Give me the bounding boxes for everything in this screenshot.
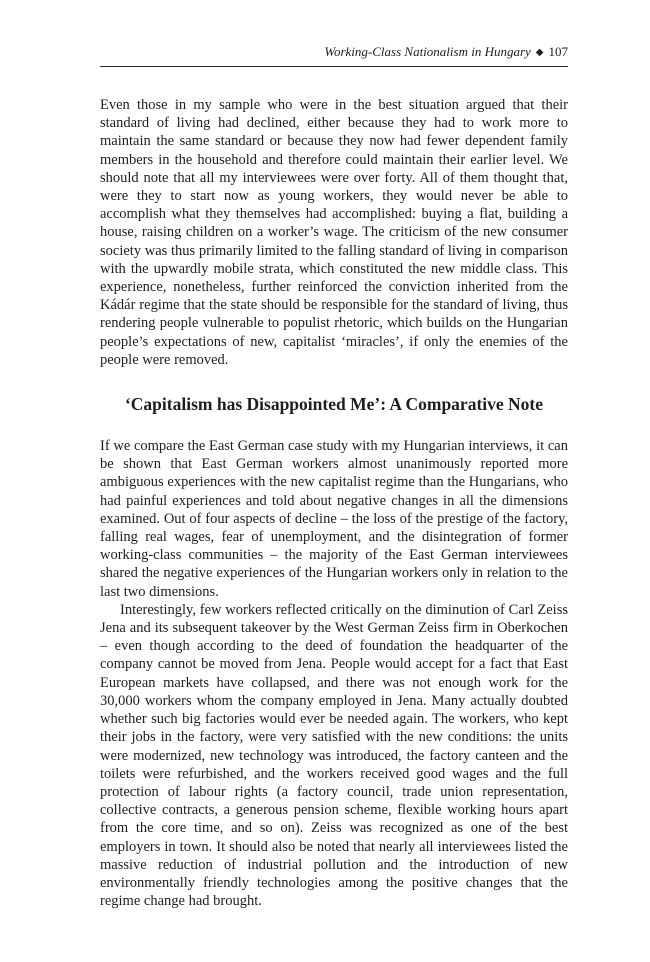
- paragraph: Even those in my sample who were in the best situation argued that their standard of living had declined, either because they had to work more to maintain the same standard or because they now had fewer dependent family members in the household and therefore could maintain their earlier level. We should note that all my interviewees were over forty. All of them thought that, were they to start now as young workers, they would never be able to accomplish what they themselves had accomplished: buying a flat, building a house, raising children on a worker’s wage. The criticism of the new consumer society was thus primarily limited to the falling standard of living in comparison with the upwardly mobile strata, which constituted the new middle class. This experience, nonetheless, further reinforced the conviction inherited from the Kádár regime that the state should be responsible for the standard of living, thus rendering people vulnerable to populist rhetoric, which builds on the Hungarian people’s expectations of new, capitalist ‘miracles’, if only the enemies of the people were removed.: [100, 97, 568, 368]
- page-number: 107: [548, 44, 568, 59]
- paragraph: Interestingly, few workers reflected critically on the diminution of Carl Zeiss Jena and its subsequent takeover by the West German Zeiss firm in Oberkochen – even though according to the deed of foundation the headquarter of the company cannot be moved from Jena. People would accept for a fact that East European markets have collapsed, and there was not enough work for the 30,000 workers whom the company employed in Jena. Many actually doubted whether such big factories would ever be needed again. The workers, who kept their jobs in the factory, were very satisfied with the new conditions: the units were modernized, new technology was introduced, the factory canteen and the toilets were refurbished, and the workers received good wages and the full protection of labour rights (a factory council, trade union representation, collective contracts, a generous pension scheme, flexible working hours apart from the core time, and so on). Zeiss was recognized as one of the best employers in town. It should also be noted that nearly all interviewees listed the massive reduction of industrial pollution and the introduction of new environmentally friendly technologies among the positive changes that the regime change had brought.: [100, 601, 568, 910]
- running-head-title: Working-Class Nationalism in Hungary: [324, 44, 531, 59]
- body-text: [100, 96, 568, 910]
- header-rule: [100, 66, 568, 67]
- paragraph: If we compare the East German case study with my Hungarian interviews, it can be shown that East German workers almost unanimously reported more ambiguous experiences with the new capitalist regime than the Hungarians, who had painful experiences and told about negative changes in all the dimensions examined. Out of four aspects of decline – the loss of the prestige of the factory, falling real wages, fear of unemployment, and the disintegration of former working-class communities – the majority of the East German interviewees shared the negative experiences of the Hungarian workers only in relation to the last two dimensions.: [100, 438, 568, 600]
- section-heading: ‘Capitalism has Disappointed Me’: A Comparative Note: [124, 394, 544, 415]
- diamond-separator-icon: ◆: [535, 47, 544, 58]
- running-head: [100, 44, 568, 62]
